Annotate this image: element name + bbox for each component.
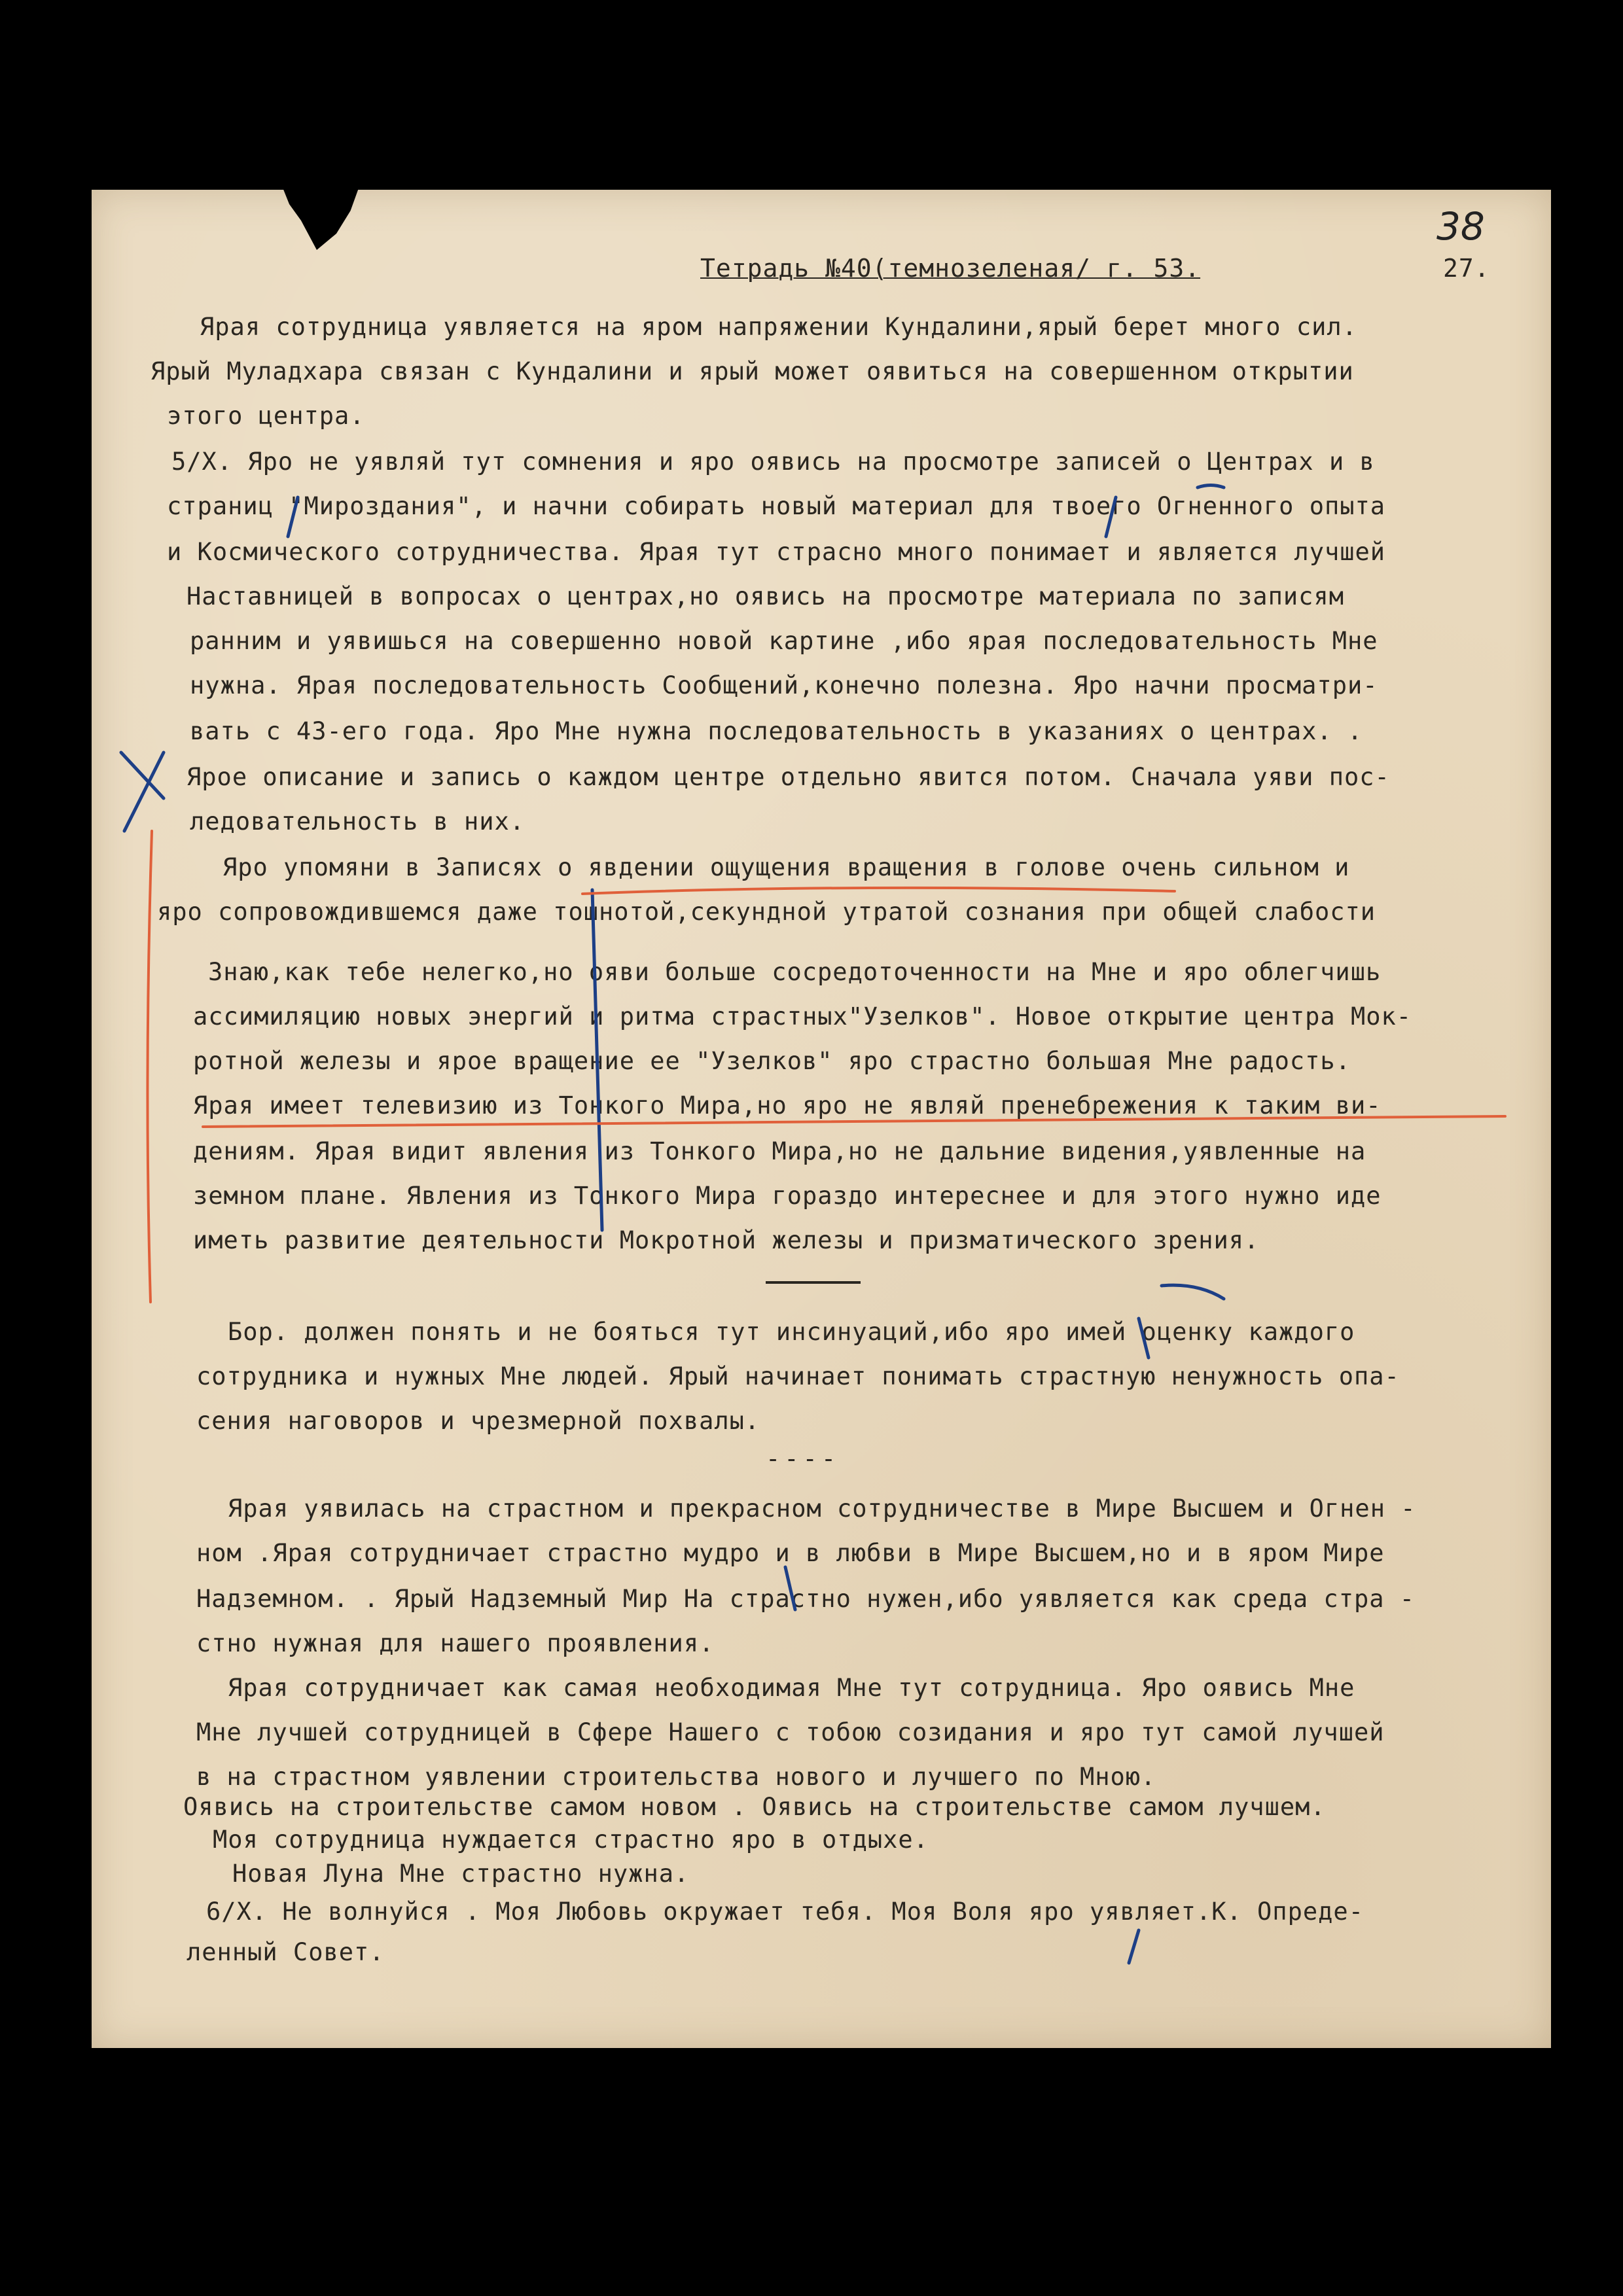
text-line: Надземном. . Ярый Надземный Мир На страстно нужен,ибо уявляется как среда стра -	[196, 1585, 1416, 1613]
text-line: Наставницей в вопросах о центрах,но оявись на просмотре материала по записям	[187, 582, 1344, 610]
section-divider	[766, 1281, 861, 1284]
text-line: Новая Луна Мне страстно нужна.	[232, 1860, 690, 1888]
text-line: Яро упомяни в Записях о явдении ощущения вращения в голове очень сильном и	[223, 853, 1350, 881]
dashed-divider: ----	[766, 1445, 840, 1473]
text-line: и Космического сотрудничества. Ярая тут страсно много понимает и является лучшей	[167, 538, 1386, 566]
text-line: яро сопровождившемся даже тошнотой,секундной утратой сознания при общей слабости	[157, 898, 1376, 926]
text-line: сотрудника и нужных Мне людей. Ярый начинает понимать страстную ненужность опа-	[196, 1362, 1400, 1390]
text-line: Знаю,как тебе нелегко,но ояви больше сосредоточенности на Мне и яро облегчишь	[208, 958, 1382, 986]
text-line: Ярая уявилась на страстном и прекрасном сотрудничестве в Мире Высшем и Огнен -	[228, 1494, 1416, 1523]
text-line: иметь развитие деятельности Мокротной железы и призматического зрения.	[193, 1226, 1260, 1254]
text-line: ротной железы и ярое вращение ее "Узелков" яро страстно большая Мне радость.	[193, 1047, 1351, 1075]
page-number: 27.	[1443, 254, 1490, 283]
text-line: земном плане. Явления из Тонкого Мира гораздо интереснее и для этого нужно иде	[193, 1182, 1382, 1210]
text-line: ассимиляцию новых энергий и ритма страстных"Узелков". Новое открытие центра Мок-	[193, 1002, 1412, 1031]
text-line: нужна. Ярая последовательность Сообщений,конечно полезна. Яро начни просматри-	[190, 671, 1378, 699]
text-line: ном .Ярая сотрудничает страстно мудро и в любви в Мире Высшем,но и в яром Мире	[196, 1539, 1385, 1567]
text-line: 5/Х. Яро не уявляй тут сомнения и яро оявись на просмотре записей о Центрах и в	[171, 448, 1375, 476]
text-line: стно нужная для нашего проявления.	[196, 1629, 715, 1657]
text-line: ленный Совет.	[187, 1938, 385, 1966]
text-line: этого центра.	[167, 402, 365, 430]
text-line: ледовательность в них.	[190, 807, 526, 836]
text-line: Ярая имеет телевизию из Тонкого Мира,но яро не являй пренебрежения к таким ви-	[193, 1091, 1382, 1120]
text-line: дениям. Ярая видит явления из Тонкого Мира,но не дальние видения,уявленные на	[193, 1137, 1366, 1165]
text-line: Ярый Муладхара связан с Кундалини и ярый может оявиться на совершенном открытии	[151, 357, 1354, 385]
archive-number: 38	[1436, 204, 1485, 249]
text-line: Мне лучшей сотрудницей в Сфере Нашего с тобою созидания и яро тут самой лучшей	[196, 1718, 1385, 1746]
text-line: Ярая сотрудница уявляется на яром напряжении Кундалини,ярый берет много сил.	[200, 313, 1357, 341]
text-line: ранним и уявишься на совершенно новой картине ,ибо ярая последовательность Мне	[190, 627, 1378, 655]
text-line: сения наговоров и чрезмерной похвалы.	[196, 1407, 760, 1435]
text-line: Оявись на строительстве самом новом . Оявись на строительстве самом лучшем.	[183, 1793, 1326, 1821]
text-line: вать с 43-его года. Яро Мне нужна последовательность в указаниях о центрах. .	[190, 717, 1363, 745]
text-line: в на страстном уявлении строительства нового и лучшего по Мною.	[196, 1763, 1156, 1791]
page-header: Тетрадь №40(темнозеленая/ г. 53.	[700, 254, 1201, 283]
text-line: Бор. должен понять и не бояться тут инсинуаций,ибо яро имей оценку каждого	[228, 1318, 1355, 1346]
text-line: Ярое описание и запись о каждом центре отдельно явится потом. Сначала уяви пос-	[187, 763, 1390, 791]
text-line: страниц "Мироздания", и начни собирать новый материал для твоего Огненного опыта	[167, 492, 1386, 520]
text-line: 6/Х. Не волнуйся . Моя Любовь окружает тебя. Моя Воля яро уявляет.К. Опреде-	[206, 1898, 1364, 1926]
text-line: Ярая сотрудничает как самая необходимая Мне тут сотрудница. Яро оявись Мне	[228, 1674, 1355, 1702]
text-line: Моя сотрудница нуждается страстно яро в отдыхе.	[213, 1826, 929, 1854]
